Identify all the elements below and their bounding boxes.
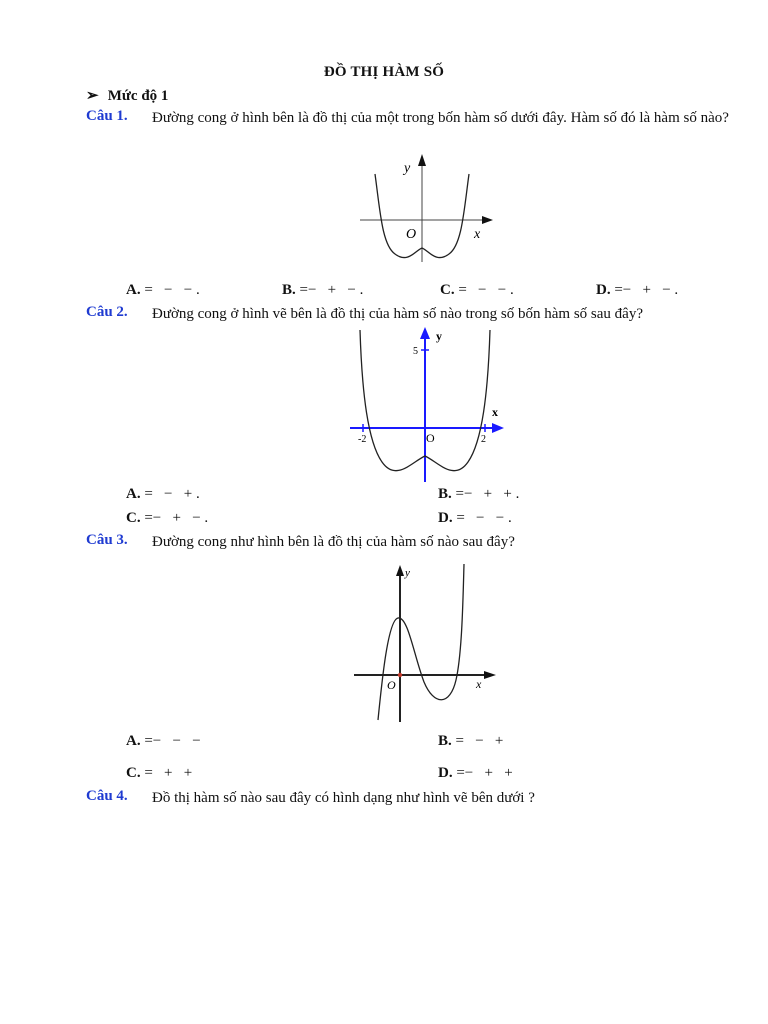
question-1-option-c[interactable]: C. = − − . [440,282,514,298]
x-axis-label: x [492,405,498,419]
page-title: ĐỒ THỊ HÀM SỐ [323,64,445,80]
question-3-option-a[interactable]: A. =− − − [126,733,201,749]
x-tick-pos-label: 2 [481,434,486,445]
question-3-label: Câu 3. [86,532,128,548]
question-3-option-d[interactable]: D. =− + + [438,765,513,781]
question-1-label: Câu 1. [86,108,128,124]
question-3-text: Đường cong như hình bên là đồ thị của hàm số nào sau đây? [152,534,515,550]
x-axis-arrow-icon [492,423,504,433]
question-2-graph [348,324,508,486]
origin-point-icon [398,673,402,677]
x-axis-label: x [474,227,481,242]
y-axis-arrow-icon [418,154,426,166]
question-4-label: Câu 4. [86,788,128,804]
x-axis-arrow-icon [482,216,493,224]
question-3-graph [350,560,500,725]
y-axis-label: y [436,329,442,343]
question-3-option-c[interactable]: C. = + + [126,765,193,781]
question-1-option-b[interactable]: B. =− + − . [282,282,364,298]
x-axis-label: x [476,677,482,691]
question-2-label: Câu 2. [86,304,128,320]
curve [378,564,464,720]
question-2-option-a[interactable]: A. = − + . [126,486,200,502]
level-heading [86,86,168,105]
question-3-option-b[interactable]: B. = − + [438,733,504,749]
question-2-text: Đường cong ở hình vẽ bên là đồ thị của hàm số nào trong số bốn hàm số sau đây? [152,306,643,322]
y-axis-arrow-icon [420,327,430,339]
origin-label: O [406,227,417,242]
y-axis-arrow-icon [396,565,404,576]
y-axis-label: y [405,567,410,579]
x-tick-neg-label: -2 [358,434,367,445]
question-2-option-b[interactable]: B. =− + + . [438,486,520,502]
question-4-text: Đồ thị hàm số nào sau đây có hình dạng như hình vẽ bên dưới ? [152,790,535,806]
origin-label: O [387,678,396,692]
arrow-bullet-icon: ➢ [86,88,99,104]
question-2-option-d[interactable]: D. = − − . [438,510,512,526]
origin-label: O [426,431,435,445]
y-tick-label: 5 [413,346,418,357]
question-1-option-a[interactable]: A. = − − . [126,282,200,298]
y-axis-label: y [404,161,411,176]
question-1-graph [360,150,495,270]
x-axis-arrow-icon [484,671,496,679]
question-1-option-d[interactable]: D. =− + − . [596,282,679,298]
level-label: Mức độ 1 [107,88,169,104]
question-2-option-c[interactable]: C. =− + − . [126,510,209,526]
question-1-text: Đường cong ở hình bên là đồ thị của một trong bốn hàm số dưới đây. Hàm số đó là hàm số nào? [152,110,729,126]
